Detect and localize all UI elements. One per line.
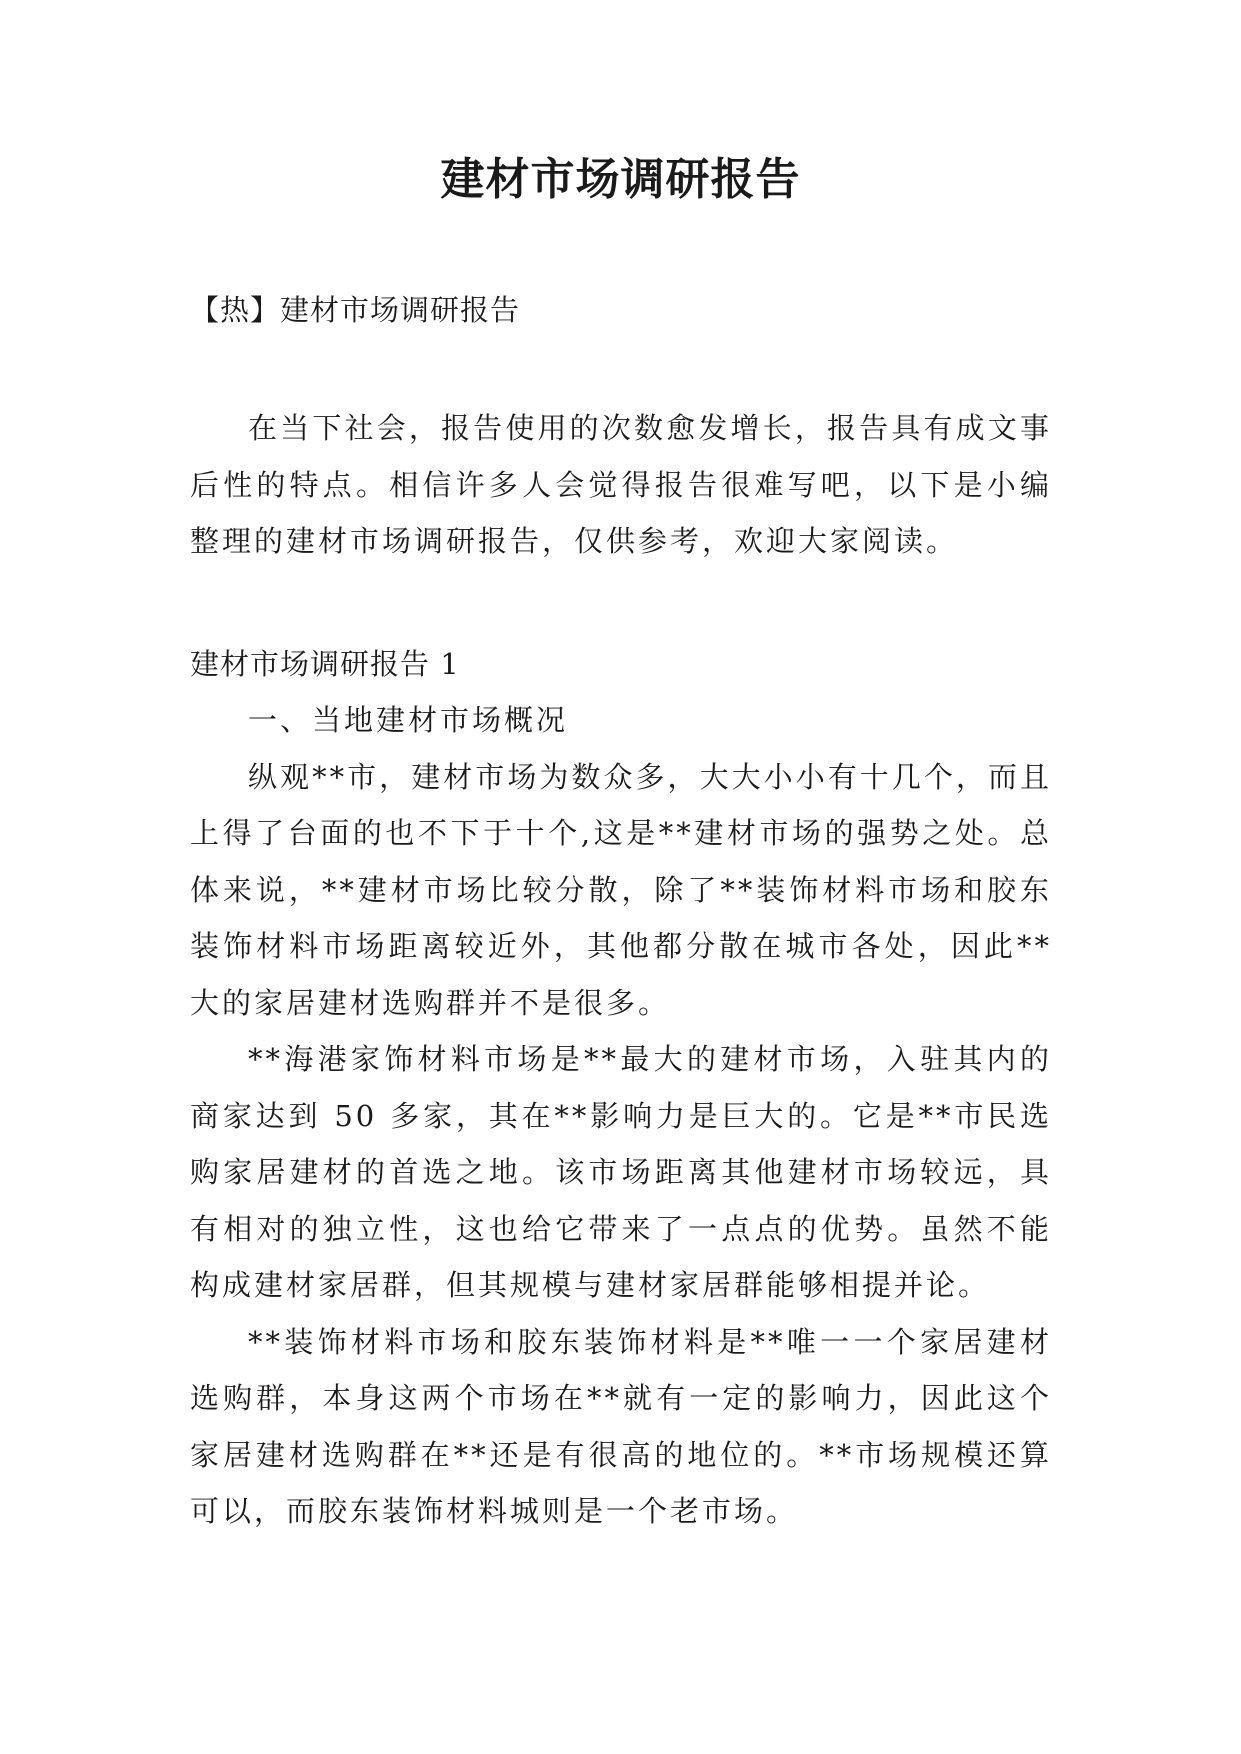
- section-title: 建材市场调研报告 1: [190, 647, 460, 681]
- body-paragraph-1: 纵观**市，建材市场为数众多，大大小小有十几个，而且上得了台面的也不下于十个,这是**建材市场的强势之处。总体来说，**建材市场比较分散，除了**装饰材料市场和胶东装饰材料市场距离较近外，其他都分散在城市各处，因此**大的家居建材选购群并不是很多。: [190, 759, 1052, 1020]
- section-content: [190, 692, 1052, 1540]
- intro-paragraph: 在当下社会，报告使用的次数愈发增长，报告具有成文事后性的特点。相信许多人会觉得报告很难写吧，以下是小编整理的建材市场调研报告，仅供参考，欢迎大家阅读。: [190, 411, 1052, 558]
- body-paragraph-2: **海港家饰材料市场是**最大的建材市场，入驻其内的商家达到 50 多家，其在**影响力是巨大的。它是**市民选购家居建材的首选之地。该市场距离其他建材市场较远，具有相对的独立性，这也给它带来了一点点的优势。虽然不能构成建材家居群，但其规模与建材家居群能够相提并论。: [190, 1042, 1052, 1302]
- document-tagline: 【热】建材市场调研报告: [190, 293, 521, 327]
- body-paragraph-3: **装饰材料市场和胶东装饰材料是**唯一一个家居建材选购群，本身这两个市场在**就有一定的影响力，因此这个家居建材选购群在**还是有很高的地位的。**市场规模还算可以，而胶东装饰材料城则是一个老市场。: [190, 1324, 1052, 1528]
- intro-block: [190, 400, 1052, 570]
- document-title: 建材市场调研报告: [440, 154, 801, 205]
- subsection-title: 一、当地建材市场概况: [248, 703, 569, 737]
